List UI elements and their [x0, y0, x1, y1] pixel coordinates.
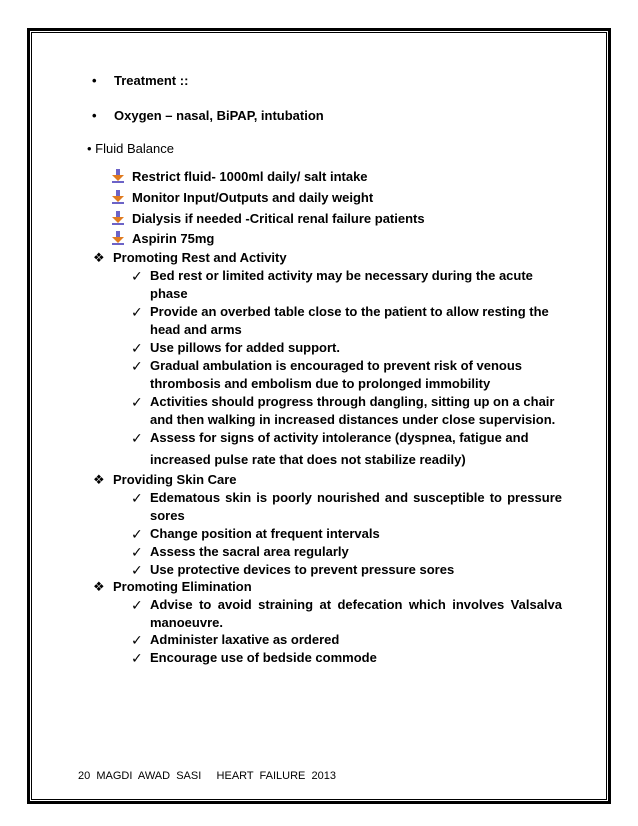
list-item: Provide an overbed table close to the patient to allow resting the: [150, 304, 549, 319]
list-item-continued: head and arms: [150, 322, 242, 337]
check-icon: ✓: [131, 340, 143, 356]
list-item-continued: increased pulse rate that does not stabilize readily): [150, 452, 466, 467]
fluid-balance-heading: • Fluid Balance: [87, 141, 174, 156]
fluid-item: Monitor Input/Outputs and daily weight: [132, 190, 374, 205]
section-heading: Providing Skin Care: [113, 472, 237, 487]
list-item: Activities should progress through dangling, sitting up on a chair: [150, 394, 555, 409]
list-item: Encourage use of bedside commode: [150, 650, 377, 665]
treatment-heading: Treatment ::: [114, 73, 189, 88]
fluid-item: Restrict fluid- 1000ml daily/ salt intake: [132, 169, 368, 184]
list-item-continued: and then walking in increased distances under close supervision.: [150, 412, 556, 427]
list-item: Use protective devices to prevent pressure sores: [150, 562, 455, 577]
list-item: Use pillows for added support.: [150, 340, 340, 355]
diamond-bullet-icon: ❖: [93, 579, 105, 594]
page-footer: 20 MAGDI AWAD SASI HEART FAILURE 2013: [78, 770, 336, 782]
bullet-dot: •: [92, 108, 97, 123]
down-arrow-icon: [112, 231, 124, 250]
bullet-dot: •: [92, 73, 97, 88]
check-icon: ✓: [131, 597, 143, 613]
check-icon: ✓: [131, 358, 143, 374]
section-heading: Promoting Rest and Activity: [113, 250, 287, 265]
diamond-bullet-icon: ❖: [93, 250, 105, 265]
oxygen-item: Oxygen – nasal, BiPAP, intubation: [114, 108, 324, 123]
list-item: Bed rest or limited activity may be necessary during the acute: [150, 268, 533, 283]
check-icon: ✓: [131, 632, 143, 648]
diamond-bullet-icon: ❖: [93, 472, 105, 487]
check-icon: ✓: [131, 430, 143, 446]
down-arrow-icon: [112, 211, 124, 230]
down-arrow-icon: [112, 190, 124, 209]
list-item-continued: manoeuvre.: [150, 615, 223, 630]
check-icon: ✓: [131, 304, 143, 320]
fluid-item: Aspirin 75mg: [132, 231, 215, 246]
check-icon: ✓: [131, 650, 143, 666]
check-icon: ✓: [131, 490, 143, 506]
down-arrow-icon: [112, 169, 124, 188]
check-icon: ✓: [131, 394, 143, 410]
check-icon: ✓: [131, 268, 143, 284]
fluid-item: Dialysis if needed -Critical renal failure patients: [132, 211, 425, 226]
list-item: Edematous skin is poorly nourished and susceptible to pressure: [150, 490, 562, 505]
list-item: Assess the sacral area regularly: [150, 544, 349, 559]
list-item: Advise to avoid straining at defecation which involves Valsalva: [150, 597, 562, 612]
check-icon: ✓: [131, 544, 143, 560]
section-heading: Promoting Elimination: [113, 579, 252, 594]
list-item-continued: thrombosis and embolism due to prolonged immobility: [150, 376, 491, 391]
list-item: Gradual ambulation is encouraged to prevent risk of venous: [150, 358, 523, 373]
list-item-continued: sores: [150, 508, 185, 523]
check-icon: ✓: [131, 526, 143, 542]
list-item: Assess for signs of activity intolerance (dyspnea, fatigue and: [150, 430, 529, 445]
check-icon: ✓: [131, 562, 143, 578]
list-item-continued: phase: [150, 286, 188, 301]
list-item: Change position at frequent intervals: [150, 526, 380, 541]
list-item: Administer laxative as ordered: [150, 632, 340, 647]
